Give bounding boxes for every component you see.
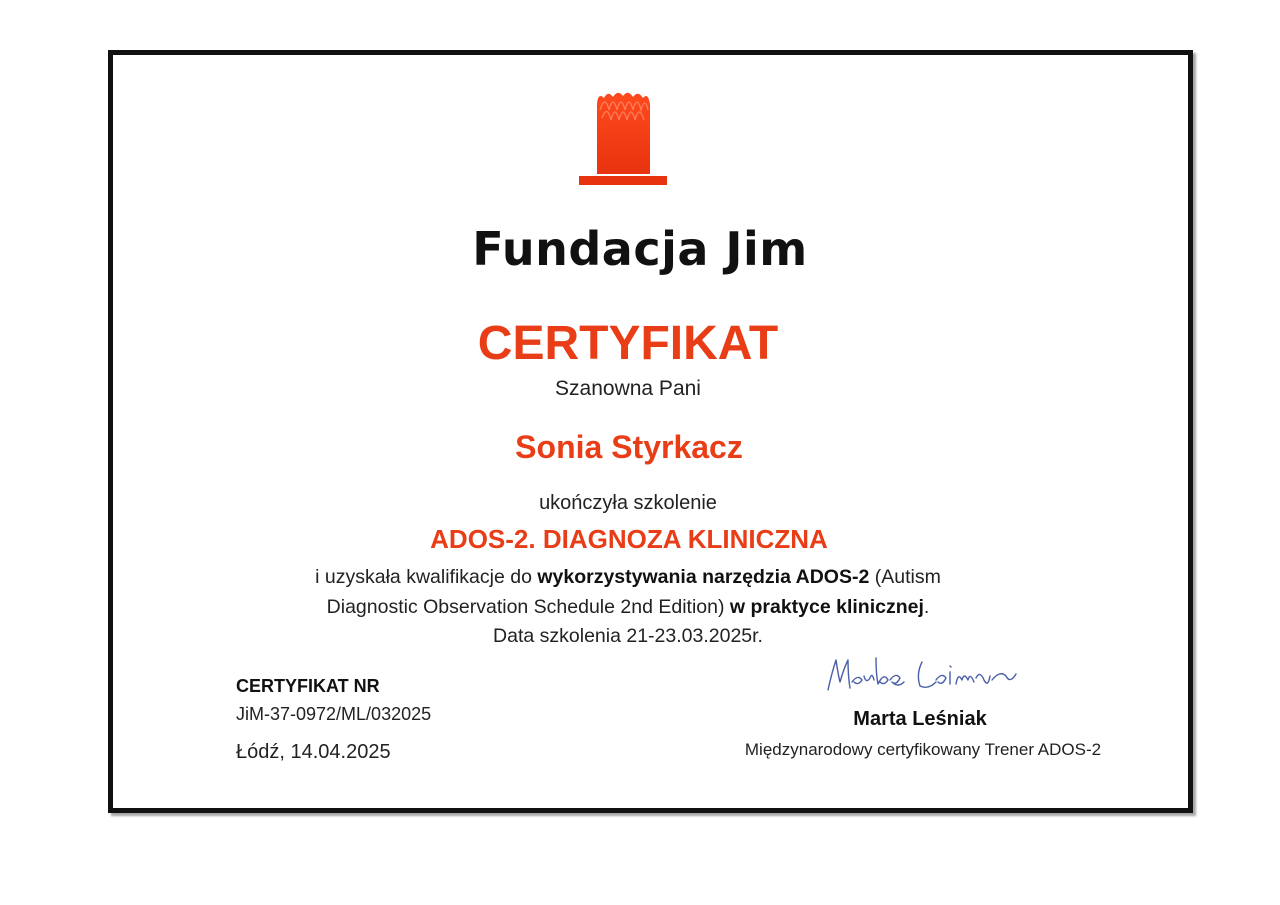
course-name: ADOS-2. DIAGNOZA KLINICZNA (430, 524, 828, 554)
signer-name: Marta Leśniak (853, 708, 987, 730)
completed-text: ukończyła szkolenie (539, 492, 717, 514)
certificate-number-value: JiM-37-0972/ML/032025 (236, 704, 432, 724)
certificate-title: CERTYFIKAT (477, 317, 779, 370)
salutation: Szanowna Pani (555, 377, 701, 400)
foundation-name: Fundacja Jim (472, 222, 808, 276)
training-date: Data szkolenia 21-23.03.2025r. (493, 625, 763, 647)
qualification-part: (Autism Diagnostic Observation Schedule 2nd Edition) (326, 566, 941, 618)
qualification-bold-tool: wykorzystywania narzędzia ADOS-2 (537, 566, 870, 588)
qualification-part: i uzyskała kwalifikacje do (315, 566, 538, 588)
qualification-text (280, 563, 976, 652)
qualification-part: . (923, 595, 930, 618)
recipient-name: Sonia Styrkacz (515, 429, 743, 465)
certificate-number-label: CERTYFIKAT NR (236, 676, 380, 696)
qualification-bold-practice: w praktyce klinicznej (729, 595, 924, 618)
signer-title: Międzynarodowy certyfikowany Trener ADOS-2 (744, 740, 1102, 759)
foundation-logo-icon (578, 88, 668, 190)
signature-icon (824, 654, 1020, 698)
place-date: Łódź, 14.04.2025 (236, 741, 391, 763)
